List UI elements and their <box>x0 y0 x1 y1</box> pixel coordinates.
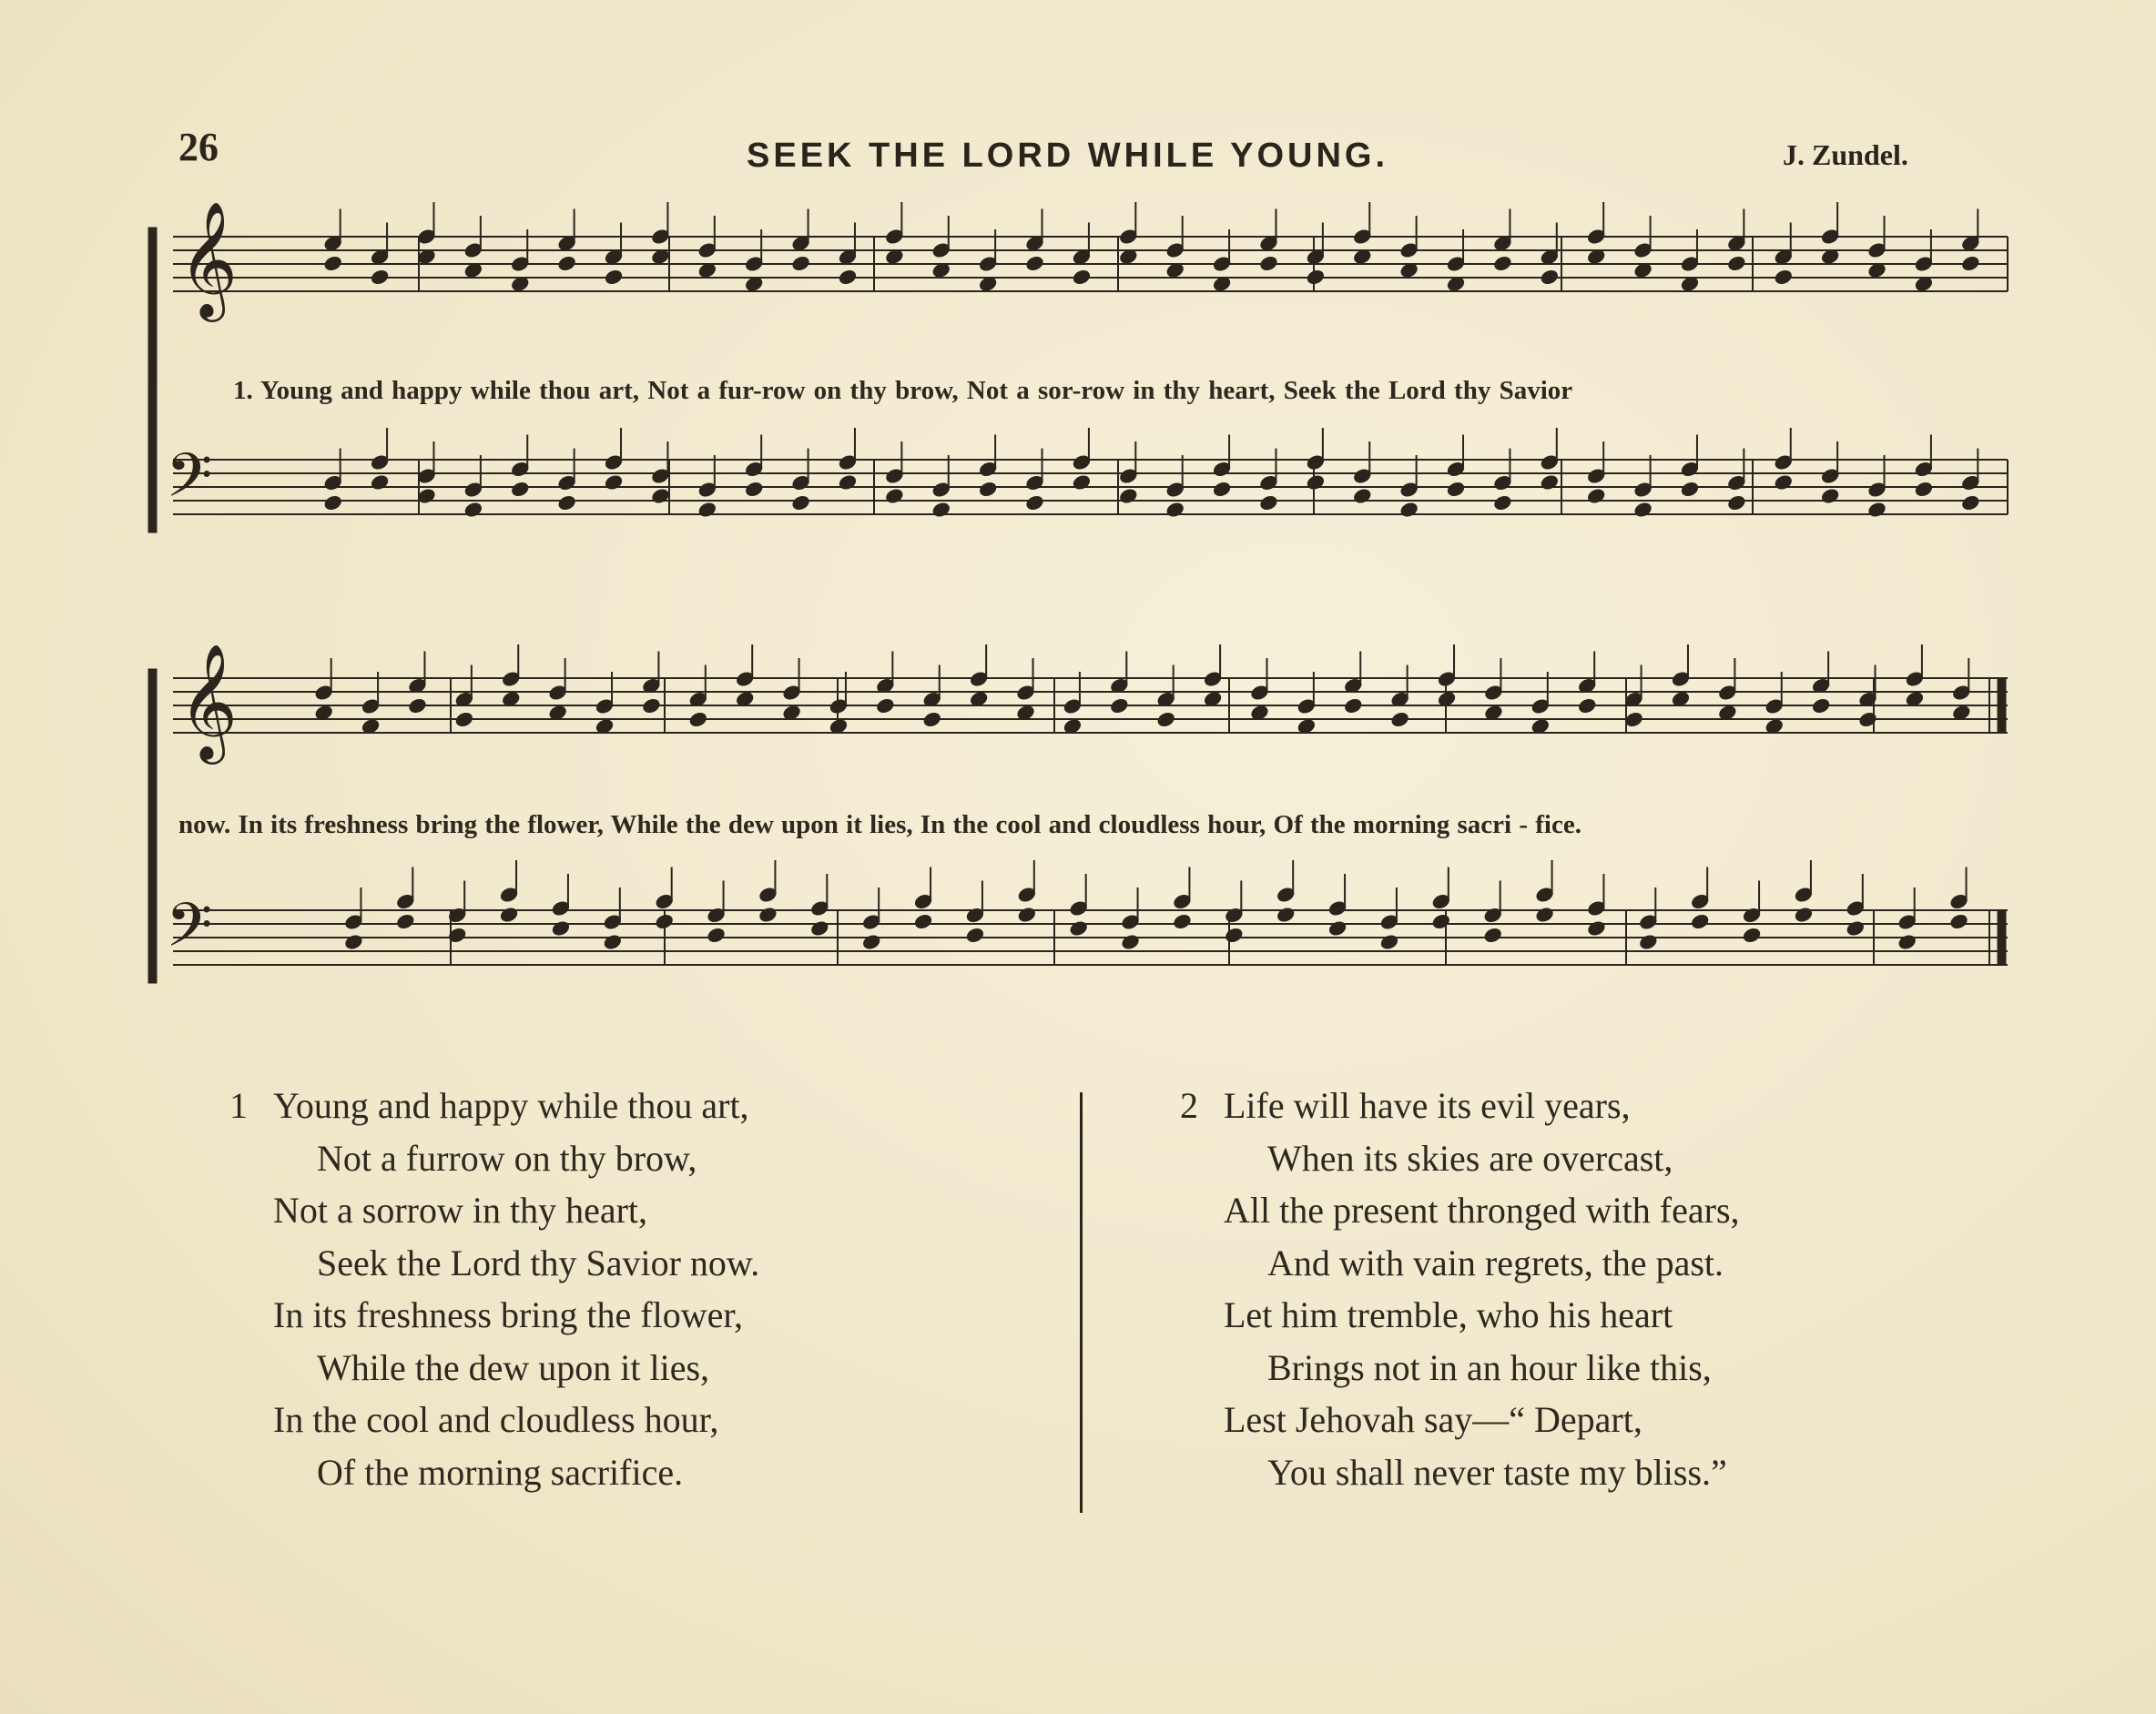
verse-line: Let him tremble, who his heart <box>1224 1294 1673 1335</box>
note-head <box>875 697 895 715</box>
note-head <box>1165 501 1185 518</box>
note-head <box>1726 255 1746 272</box>
note-head <box>758 906 778 923</box>
note-head <box>604 269 624 286</box>
note-head <box>1109 697 1129 715</box>
verse-line: While the dew upon it lies, <box>317 1346 710 1388</box>
note-head <box>1118 487 1138 504</box>
treble-clef-icon: 𝄞 <box>178 200 239 317</box>
note-head <box>1431 913 1451 930</box>
note-head <box>408 697 428 715</box>
note-head <box>978 481 998 498</box>
note-head <box>1306 473 1326 491</box>
note-head <box>1540 473 1560 491</box>
verse-line: Not a furrow on thy brow, <box>317 1137 697 1179</box>
note-head <box>1352 487 1372 504</box>
note-head <box>1025 255 1045 272</box>
note-head <box>1343 697 1363 715</box>
note-head <box>1587 919 1607 937</box>
note-head <box>1820 487 1840 504</box>
note-head <box>809 919 829 937</box>
note-head <box>884 487 904 504</box>
note-head <box>1156 711 1176 728</box>
note-head <box>1774 269 1794 286</box>
treble-clef-icon: 𝄞 <box>178 643 239 759</box>
bass-clef-icon: 𝄢 <box>166 441 213 525</box>
note-head <box>1914 481 1934 498</box>
note-head <box>1960 494 1980 512</box>
note-head <box>655 913 675 930</box>
note-head <box>922 711 942 728</box>
note-head <box>557 494 577 512</box>
verse-line: In the cool and cloudless hour, <box>273 1399 719 1440</box>
note-head <box>370 473 390 491</box>
page-number: 26 <box>178 125 219 169</box>
note-head <box>1276 906 1296 923</box>
underlay-line-2: now. In its freshness bring the flower, While the dew upon it lies, In the cool and cloudless hour, Of the morning sacri - fice. <box>178 810 1581 839</box>
note-head <box>1025 494 1045 512</box>
note-head <box>344 933 364 950</box>
note-head <box>1446 481 1466 498</box>
note-head <box>1493 494 1513 512</box>
note-head <box>688 711 708 728</box>
note-head <box>1774 473 1794 491</box>
note-head <box>603 933 623 950</box>
note-head <box>1633 501 1653 518</box>
system-brace <box>148 669 157 983</box>
note-head <box>965 927 985 944</box>
composer: J. Zundel. <box>1783 138 1908 171</box>
final-barline <box>1998 678 2006 733</box>
note-head <box>861 933 881 950</box>
note-head <box>744 481 764 498</box>
verse-line: Young and happy while thou art, <box>273 1085 749 1126</box>
note-head <box>1846 919 1866 937</box>
verse-line: And with vain regrets, the past. <box>1267 1242 1724 1283</box>
note-head <box>1259 494 1279 512</box>
note-head <box>697 501 717 518</box>
note-head <box>323 255 343 272</box>
note-head <box>1638 933 1658 950</box>
note-head <box>1690 913 1710 930</box>
note-head <box>791 494 811 512</box>
note-head <box>604 473 624 491</box>
note-head <box>791 255 811 272</box>
song-title: SEEK THE LORD WHILE YOUNG. <box>747 137 1389 175</box>
note-head <box>551 919 571 937</box>
note-head <box>1726 494 1746 512</box>
note-head <box>1072 269 1092 286</box>
note-head <box>454 711 474 728</box>
note-head <box>1577 697 1597 715</box>
note-head <box>1069 919 1089 937</box>
final-barline <box>1998 910 2006 965</box>
note-head <box>1121 933 1141 950</box>
note-head <box>838 269 858 286</box>
note-head <box>1072 473 1092 491</box>
underlay-line-1: 1. Young and happy while thou art, Not a fur-row on thy brow, Not a sor-row in thy heart, Seek the Lord thy Savior <box>233 376 1573 405</box>
note-head <box>1535 906 1555 923</box>
note-head <box>1680 481 1700 498</box>
note-head <box>651 487 671 504</box>
note-head <box>1327 919 1348 937</box>
note-head <box>1399 501 1419 518</box>
verse-line: You shall never taste my bliss.” <box>1267 1451 1727 1493</box>
note-head <box>510 481 530 498</box>
note-head <box>323 494 343 512</box>
verse-number: 1 <box>229 1085 248 1126</box>
verse-line: When its skies are overcast, <box>1267 1137 1673 1179</box>
note-head <box>1306 269 1326 286</box>
note-head <box>642 697 662 715</box>
verse-line: Of the morning sacrifice. <box>317 1451 684 1493</box>
note-head <box>1858 711 1878 728</box>
note-head <box>1867 501 1887 518</box>
verse-2 <box>1180 1080 1740 1498</box>
verse-line: Seek the Lord thy Savior now. <box>317 1242 760 1283</box>
note-head <box>1960 255 1980 272</box>
note-head <box>1742 927 1762 944</box>
note-head <box>1811 697 1831 715</box>
note-head <box>707 927 727 944</box>
verse-line: Lest Jehovah say—“ Depart, <box>1224 1399 1642 1440</box>
note-head <box>1897 933 1917 950</box>
verse-number: 2 <box>1180 1085 1198 1126</box>
verse-1 <box>229 1080 759 1498</box>
note-head <box>1540 269 1560 286</box>
note-head <box>1949 913 1969 930</box>
note-head <box>1483 927 1503 944</box>
system-brace <box>148 228 157 532</box>
note-head <box>913 913 933 930</box>
note-head <box>931 501 951 518</box>
note-head <box>1493 255 1513 272</box>
note-head <box>1794 906 1814 923</box>
note-head <box>370 269 390 286</box>
note-head <box>1379 933 1399 950</box>
note-head <box>463 501 483 518</box>
note-head <box>1173 913 1193 930</box>
verse-line: Not a sorrow in thy heart, <box>273 1190 648 1231</box>
note-head <box>1259 255 1279 272</box>
note-head <box>557 255 577 272</box>
note-head <box>395 913 415 930</box>
note-head <box>1017 906 1037 923</box>
note-head <box>1586 487 1606 504</box>
note-head <box>1390 711 1410 728</box>
verse-line: Brings not in an hour like this, <box>1267 1346 1712 1388</box>
verse-divider <box>1080 1092 1083 1513</box>
note-head <box>838 473 858 491</box>
note-head <box>1224 927 1244 944</box>
note-head <box>1212 481 1232 498</box>
verse-line: Life will have its evil years, <box>1224 1085 1631 1126</box>
verse-line: All the present thronged with fears, <box>1224 1190 1740 1231</box>
verse-line: In its freshness bring the flower, <box>273 1294 744 1335</box>
note-head <box>499 906 519 923</box>
bass-clef-icon: 𝄢 <box>166 890 213 975</box>
